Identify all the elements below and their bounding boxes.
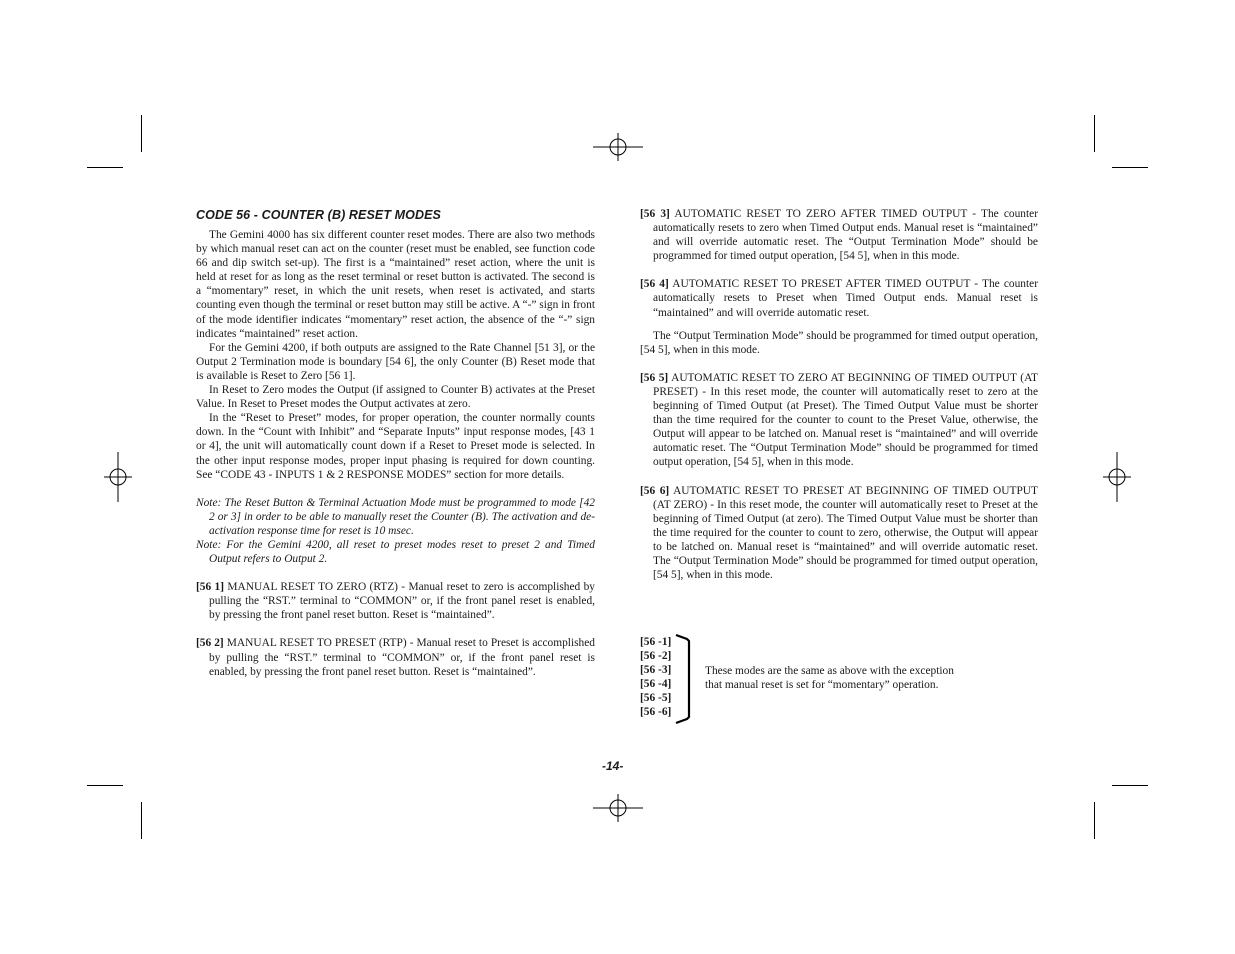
crop-mark (1112, 167, 1148, 168)
momentary-mode: [56 -2] (640, 650, 672, 663)
crop-mark (141, 802, 142, 839)
mode-item-5 (640, 371, 1038, 470)
crop-mark (1094, 115, 1095, 152)
mode-code: [56 1] (196, 581, 225, 594)
paragraph-gemini-4200: For the Gemini 4200, if both outputs are assigned to the Rate Channel [51 3], or the Output 2 Termination mode is boundary [54 6], the only Counter (B) Reset mode that is available is Reset to Zero [56 1]. (196, 341, 595, 382)
mode-description: MANUAL RESET TO ZERO (RTZ) - Manual reset to zero is accomplished by pulling the “RST.” terminal to “COMMON” or, if the front panel reset is enabled, by pressing the front panel reset button. Reset is “maintained”. (209, 581, 595, 622)
mode-code: [56 4] (640, 278, 669, 291)
mode-description: AUTOMATIC RESET TO PRESET AT BEGINNING OF TIMED OUTPUT (AT ZERO) - In this reset mode, the counter will automatically reset to Preset at the beginning of Timed Output (at zero). The Timed Output Value must be shorter than the time required for the counter to count to zero, otherwise, the Output will appear to be latched on. Manual reset is “maintained” and will override automatic reset. The “Output Termination Mode” should be programmed for timed output operation, [54 5], when in this mode. (653, 484, 1038, 582)
momentary-modes-list (640, 635, 671, 720)
mode-item-4 (640, 277, 1038, 319)
mode-code: [56 3] (640, 208, 670, 220)
mode-description: AUTOMATIC RESET TO ZERO AFTER TIMED OUTPUT - The counter automatically resets to zero when Timed Output ends. Manual reset is “maintained” and will override automatic reset. The “Output Termination Mode” should be programmed for timed output operation, [54 5], when in this mode. (653, 208, 1038, 263)
mode-description: AUTOMATIC RESET TO PRESET AFTER TIMED OUTPUT - The counter automatically resets to Preset when Timed Output ends. Manual reset is “maintained” and will override automatic reset. (653, 278, 1038, 319)
mode-code: [56 5] (640, 371, 669, 384)
mode-code: [56 2] (196, 637, 224, 650)
registration-mark-icon (1092, 452, 1142, 502)
mode-description: MANUAL RESET TO PRESET (RTP) - Manual reset to Preset is accomplished by pulling the “RST.” terminal to “COMMON” or, if the front panel reset is enabled, by pressing the front panel reset button. Reset is “maintained”. (209, 637, 595, 678)
mode-description: AUTOMATIC RESET TO ZERO AT BEGINNING OF TIMED OUTPUT (AT PRESET) - In this reset mode, the counter will automatically reset to zero at the beginning of Timed Output (at Preset). The Timed Output Value must be shorter than the time required for the counter to count to the Preset Value, otherwise, the Output will appear to be latched on. Manual reset is “maintained” and will override automatic reset. The “Output Termination Mode” should be programmed for timed output operation, [54 5], when in this mode. (653, 371, 1038, 469)
momentary-summary (705, 664, 954, 692)
registration-mark-icon (93, 452, 143, 502)
left-column (196, 207, 595, 679)
crop-mark (87, 167, 123, 168)
paragraph-reset-actions: The Gemini 4000 has six different counter reset modes. There are also two methods by which manual reset can act on the counter (reset must be enabled, see function code 66 and dip switch set-up). The first is a “maintained” reset action, where the unit is held at reset for as long as the reset terminal or reset button is activated. The second is a “momentary” reset, in which the unit resets, when reset is activated, and starts counting even though the terminal or reset button may still be active. A “-” sign in front of the mode identifier indicates “momentary” reset action, the absence of the “-” sign indicates “maintained” reset action. (196, 229, 595, 340)
section-heading: CODE 56 - COUNTER (B) RESET MODES (196, 208, 441, 222)
paragraph-reset-to-preset: In the “Reset to Preset” modes, for proper operation, the counter normally counts down. In the “Count with Inhibit” and “Separate Inputs” input response modes, [43 1 or 4], the unit will automatically count down if a Reset to Preset mode is selected. In the other input response modes, proper input phasing is required for down counting. See “CODE 43 - INPUTS 1 & 2 RESPONSE MODES” section for more details. (196, 412, 595, 481)
momentary-mode: [56 -3] (640, 664, 672, 677)
registration-mark-icon (593, 783, 643, 833)
paragraph-output-activation: In Reset to Zero modes the Output (if assigned to Counter B) activates at the Preset Value. In Reset to Preset modes the Output activates at zero. (196, 384, 595, 411)
mode-item-2 (196, 636, 595, 678)
paragraph-output-termination: The “Output Termination Mode” should be programmed for timed output operation, [54 5], when in this mode. (640, 329, 1038, 356)
mode-code: [56 6] (640, 484, 670, 497)
registration-mark-icon (593, 122, 643, 172)
crop-mark (1112, 785, 1148, 786)
momentary-mode: [56 -1] (640, 636, 672, 648)
note-gemini-4200: Note: For the Gemini 4200, all reset to preset modes reset to preset 2 and Timed Output refers to Output 2. (196, 538, 595, 566)
momentary-mode: [56 -5] (640, 692, 672, 705)
right-brace-icon (674, 633, 694, 725)
crop-mark (1094, 802, 1095, 839)
note-reset-button: Note: The Reset Button & Terminal Actuation Mode must be programmed to mode [42 2 or 3] in order to be able to manually reset the Counter (B). The activation and de-activation response time for reset is 10 msec. (196, 496, 595, 537)
summary-line: that manual reset is set for “momentary” operation. (705, 679, 939, 692)
mode-item-3 (640, 207, 1038, 263)
right-column (640, 207, 1038, 582)
momentary-mode: [56 -4] (640, 678, 672, 691)
crop-mark (141, 115, 142, 152)
momentary-mode: [56 -6] (640, 706, 672, 719)
summary-line: These modes are the same as above with the exception (705, 665, 954, 677)
mode-item-6 (640, 484, 1038, 583)
mode-item-1 (196, 580, 595, 622)
page-number: -14- (602, 759, 624, 773)
crop-mark (87, 785, 123, 786)
